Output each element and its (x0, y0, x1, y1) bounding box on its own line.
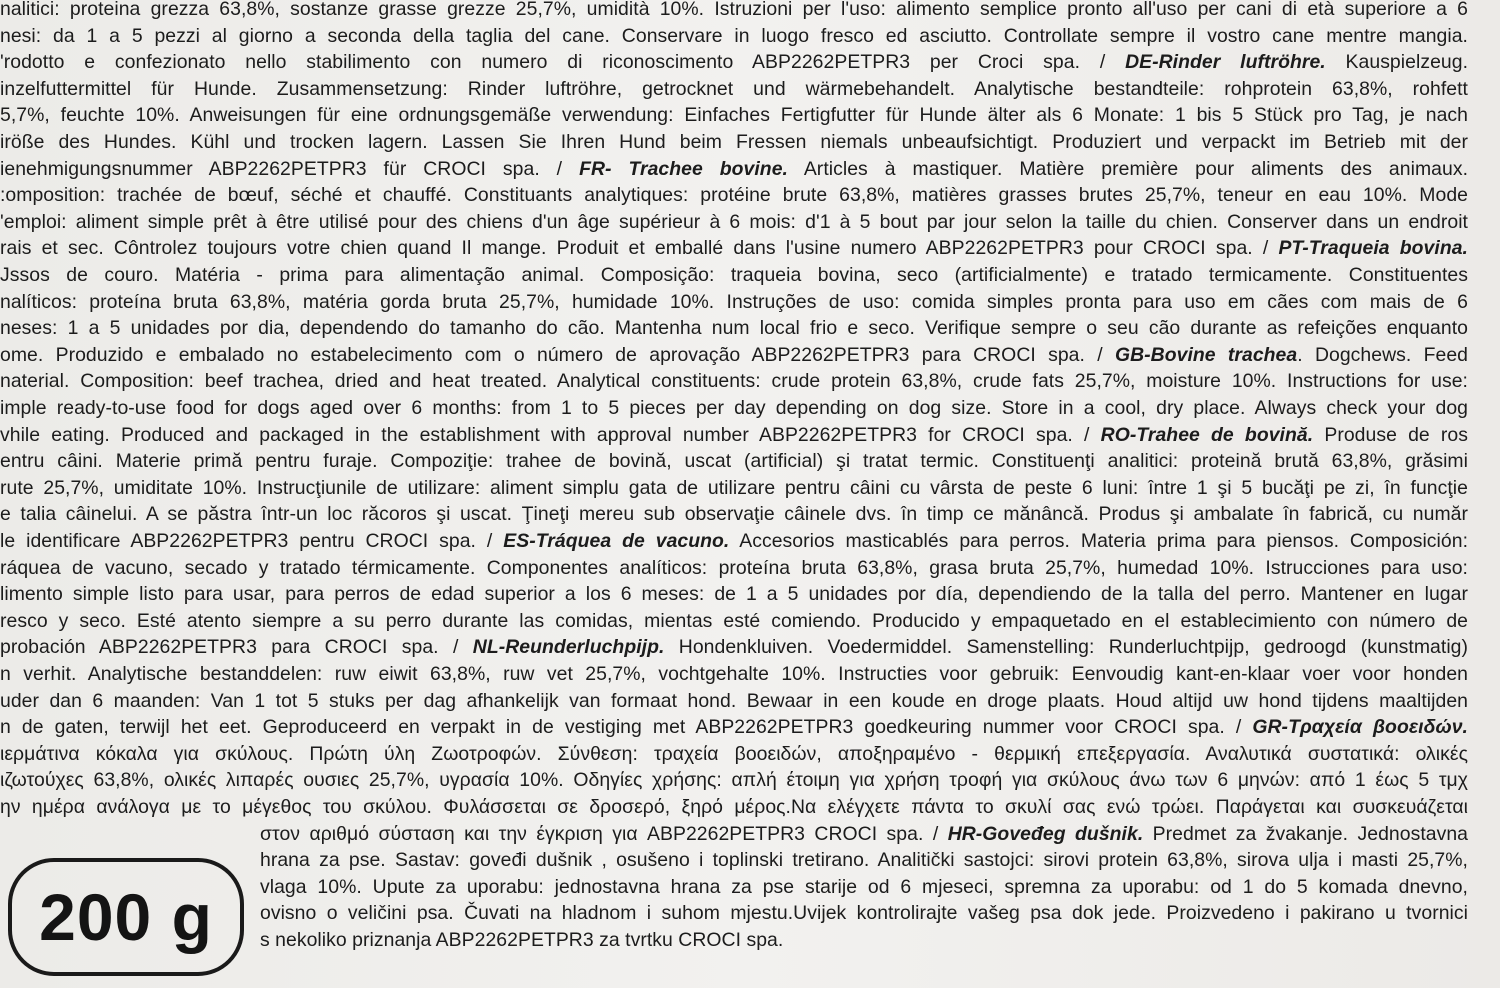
text-line (0, 555, 1468, 581)
text-segment: limento simple listo para usar, para perros de edad superior a los 6 meses: de 1 a 5 unidades por día, dependiendo de la talla del perro. Mantener en lugar (0, 583, 1468, 606)
text-segment: ienehmigungsnummer ABP2262PETPR3 für CROCI spa. / (0, 157, 563, 180)
text-line (0, 209, 1468, 235)
text-segment: ιζωτούχες 63,8%, ολικές λιπαρές ουσιες 25,7%, υγρασία 10%. Οδηγίες χρήσης: απλή έτοιμη για χρήση τροφή για σκύλους άνω των 6 μηνών: από 1 έως 5 τμχ (0, 769, 1468, 792)
text-segment: . Dogchews. Feed (1297, 343, 1468, 366)
text-line (0, 0, 1468, 22)
text-line (0, 289, 1468, 315)
text-line (0, 581, 1468, 607)
text-line (260, 900, 1468, 926)
text-segment: 5,7%, feuchte 10%. Anweisungen für eine ordnungsgemäße verwendung: Einfaches Fertigfutter für Hunde älter als 6 Monate: 1 bis 5 Stück pro Tag, je nach (0, 104, 1468, 127)
text-segment: n de gaten, terwijl het eet. Geproduceerd en verpakt in de vestiging met ABP2262PETPR3 goedkeuring nummer voor CROCI spa. / (0, 716, 1242, 739)
text-segment: ráquea de vacuno, secado y tratado térmicamente. Componentes analíticos: proteína bruta 63,8%, grasa bruta 25,7%, humedad 10%. Istrucciones para uso: (0, 556, 1468, 579)
text-segment: entru câini. Materie primă pentru furaje. Compoziţie: trahee de bovină, uscat (artificial) şi tratat termic. Constituenţi analitici: proteină brută 63,8%, grăsimi (0, 450, 1468, 473)
text-segment: nalíticos: proteína bruta 63,8%, matéria gorda bruta 25,7%, humidade 10%. Instruções de uso: comida simples pronta para uso em cães com mais de 6 (0, 290, 1468, 313)
net-weight-badge (8, 858, 244, 976)
text-line (260, 874, 1468, 900)
text-segment: ovisno o veličini psa. Čuvati na hladnom i suhom mjestu.Uvijek kontrolirajte vašeg psa dok jede. Proizvedeno i pakirano u tvornici (260, 902, 1468, 925)
language-heading: NL-Reunderluchpijp. (472, 636, 665, 659)
text-line (0, 794, 1468, 820)
text-line (0, 182, 1468, 208)
text-line (260, 927, 1468, 953)
text-segment: le identificare ABP2262PETPR3 pentru CROCI spa. / (0, 530, 493, 552)
text-line (0, 741, 1468, 767)
text-line (0, 714, 1468, 740)
text-segment: nesi: da 1 a 5 pezzi al giorno a seconda della taglia del cane. Conservare in luogo fresco ed asciutto. Controllate sempre il vostro cane mentre mangia. (0, 24, 1468, 47)
text-line (0, 634, 1468, 660)
text-line (260, 821, 1468, 847)
language-heading: DE-Rinder luftröhre. (1125, 51, 1326, 74)
text-line (0, 129, 1468, 155)
text-segment: probación ABP2262PETPR3 para CROCI spa. / (0, 636, 459, 659)
text-segment: rute 25,7%, umiditate 10%. Instrucţiunile de utilizare: aliment simplu gata de utilizare pentru câini cu vârsta de peste 6 luni: între 1 şi 5 bucăţi pe zi, în funcţie (0, 476, 1468, 499)
text-line (0, 262, 1468, 288)
text-line (0, 448, 1468, 474)
text-segment: 'emploi: aliment simple prêt à être utilisé pour des chiens d'un âge supérieur à 6 mois: d'1 à 5 bout par jour selon la taille du chien. Conserver dans un endroit (0, 210, 1468, 233)
text-segment: naterial. Composition: beef trachea, dried and heat treated. Analytical constituents: crude protein 63,8%, crude fats 25,7%, moisture 10%. Instructions for use: (0, 370, 1468, 393)
text-segment: iröße des Hundes. Kühl und trocken lagern. Lassen Sie Ihren Hund beim Fressen niemals unbeaufsichtigt. Produziert und verpackt im Betrieb mit der (0, 131, 1468, 153)
text-line (0, 395, 1468, 421)
text-segment: nalitici: proteina grezza 63,8%, sostanze grasse grezze 25,7%, umidità 10%. Istruzioni per l'uso: alimento semplice pronto all'uso per cani di età superiore a 6 (0, 0, 1468, 20)
text-segment: στον αριθμό σύσταση και την έγκριση για ABP2262PETPR3 CROCI spa. / (260, 822, 939, 845)
text-segment: vhile eating. Produced and packaged in the establishment with approval number ABP2262PETPR3 for CROCI spa. / (0, 423, 1090, 446)
text-line (0, 102, 1468, 128)
language-heading: HR-Goveđeg dušnik. (947, 822, 1144, 845)
text-line (0, 475, 1468, 501)
text-segment: rais et sec. Côntrolez toujours votre chien quand Il mange. Produit et emballé dans l'usine numero ABP2262PETPR3 pour CROCI spa. / (0, 237, 1269, 260)
text-segment: neses: 1 a 5 unidades por dia, dependendo do tamanho do cão. Mantenha num local frio e seco. Verifique sempre o seu cão durante as refeições enquanto (0, 317, 1468, 340)
text-segment: e talia câinelui. A se păstra într-un loc răcoros şi uscat. Ţineţi mereu sub observaţie câinele dvs. în timp ce mănâncă. Produs şi ambalate în fabrică, cu număr (0, 503, 1468, 526)
text-segment: :omposition: trachée de bœuf, séché et chauffé. Constituants analytiques: protéine brute 63,8%, matières grasses brutes 25,7%, teneur en eau 10%. Mode (0, 184, 1468, 207)
text-segment: Produse de ros (1313, 423, 1468, 446)
text-line (0, 767, 1468, 793)
language-heading: PT-Traqueia bovina. (1278, 237, 1468, 260)
text-line (0, 528, 1468, 554)
text-line (0, 235, 1468, 261)
net-weight-value: 200 g (39, 880, 213, 954)
text-line (0, 156, 1468, 182)
text-segment: hrana za pse. Sastav: goveđi dušnik , osušeno i toplinski tretirano. Analitički sastojci: sirovi protein 63,8%, sirova ulja i masti 25,7%, (260, 849, 1468, 872)
language-heading: RO-Trahee de bovină. (1100, 423, 1314, 446)
text-line (0, 315, 1468, 341)
text-segment: Jssos de couro. Matéria - prima para alimentação animal. Composição: traqueia bovina, seco (artificialmente) e tratado termicamente. Constituentes (0, 264, 1468, 286)
text-segment: ην ημέρα ανάλογα με το μέγεθος του σκύλου. Φυλάσσεται σε δροσερό, ξηρό μέρος.Να ελέγχετε πάντα το σκυλί σας ενώ τρώει. Παράγεται και συσκευάζεται (0, 796, 1468, 818)
text-segment: Hondenkluiven. Voedermiddel. Samenstelling: Runderluchtpijp, gedroogd (kunstmatig) (664, 636, 1468, 659)
language-heading: GB-Bovine trachea (1114, 343, 1298, 366)
text-line (260, 847, 1468, 873)
language-heading: FR- Trachee bovine. (579, 157, 788, 180)
text-segment: ιερμάτινα κόκαλα για σκύλους. Πρώτη ύλη Ζωοτροφών. Σύνθεση: τραχεία βοοειδών, αποξηραμένο - θερμική επεξεργασία. Αναλυτικά συστατικά: ολικές (0, 742, 1468, 765)
text-line (0, 342, 1468, 368)
text-segment: inzelfuttermittel für Hunde. Zusammensetzung: Rinder luftröhre, getrocknet und wärmebehandelt. Analytische bestandteile: rohprotein 63,8%, rohfett (0, 77, 1468, 100)
text-segment: Articles à mastiquer. Matière première pour aliments des animaux. (787, 157, 1468, 180)
text-segment: n verhit. Analytische bestanddelen: ruw eiwit 63,8%, ruw vet 25,7%, vochtgehalte 10%. Instructies voor gebruik: Eenvoudig kant-en-klaar voer voor honden (0, 663, 1468, 685)
text-segment: resco y seco. Esté atento siempre a su perro durante las comidas, mientas esté comiendo. Producido y empaquetado en el establecimiento con número de (0, 609, 1468, 632)
text-line (0, 49, 1468, 75)
text-line (0, 688, 1468, 714)
text-line (0, 661, 1468, 687)
text-segment: ome. Produzido e embalado no estabelecimento com o número de aprovação ABP2262PETPR3 para CROCI spa. / (0, 343, 1103, 366)
language-heading: GR-Τραχεία βοοειδών. (1252, 716, 1468, 739)
text-segment: s nekoliko priznanja ABP2262PETPR3 za tvrtku CROCI spa. (260, 929, 784, 951)
text-line (0, 608, 1468, 634)
text-line (0, 76, 1468, 102)
language-heading: ES-Tráquea de vacuno. (503, 530, 730, 552)
text-line (0, 368, 1468, 394)
text-segment: Predmet za žvakanje. Jednostavna (1143, 822, 1468, 845)
text-line (0, 501, 1468, 527)
text-segment: imple ready-to-use food for dogs aged over 6 months: from 1 to 5 pieces per day depending on dog size. Store in a cool, dry place. Always check your dog (0, 397, 1468, 419)
text-line (0, 23, 1468, 49)
text-segment: Accesorios masticablés para perros. Materia prima para piensos. Composición: (729, 530, 1468, 552)
text-segment: 'rodotto e confezionato nello stabilimento con numero di riconoscimento ABP2262PETPR3 per Croci spa. / (0, 51, 1106, 74)
text-line (0, 422, 1468, 448)
text-segment: vlaga 10%. Upute za uporabu: jednostavna hrana za pse starije od 6 mjeseci, spremna za uporabu: od 1 do 5 komada dnevno, (260, 875, 1468, 898)
text-segment: uder dan 6 maanden: Van 1 tot 5 stuks per dag afhankelijk van formaat hond. Bewaar in een koude en droge plaats. Houd altijd uw hond tijdens maaltijden (0, 689, 1468, 712)
text-segment: Kauspielzeug. (1325, 51, 1468, 74)
